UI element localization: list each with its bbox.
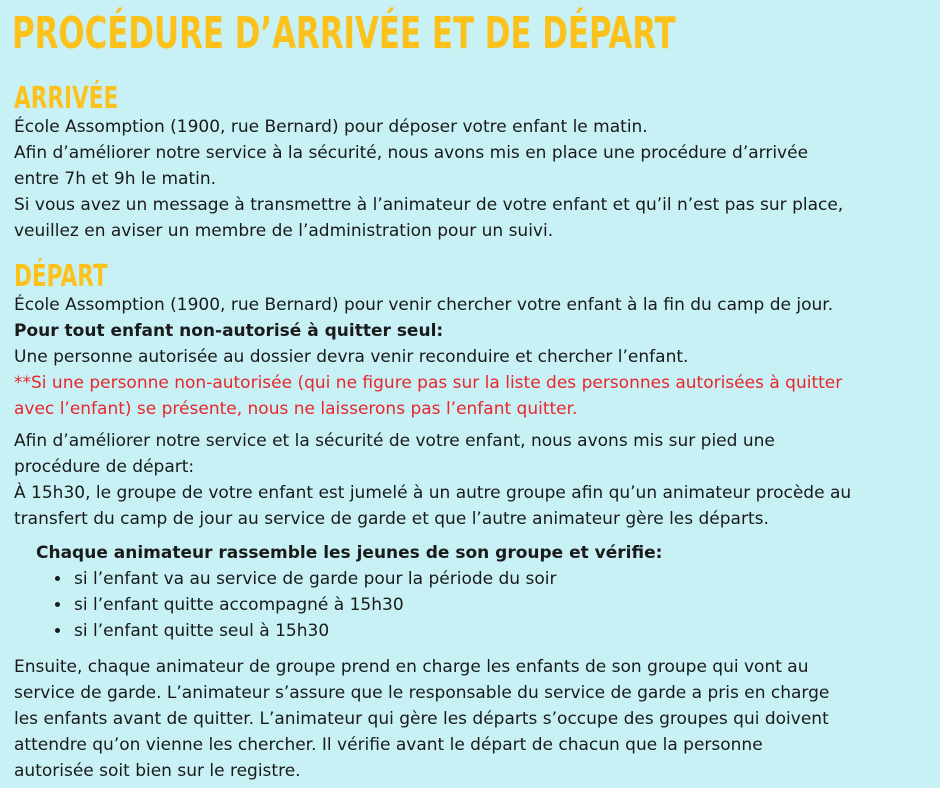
list-item: • si l’enfant quitte seul à 15h30 [72,618,936,644]
depart-auth-line: Une personne autorisée au dossier devra venir reconduire et chercher l’enfant. [14,347,689,367]
depart-warning: **Si une personne non-autorisée (qui ne figure pas sur la liste des personnes autorisées à quitter [14,373,843,393]
arrivee-line: École Assomption (1900, rue Bernard) pour déposer votre enfant le matin. [14,117,648,137]
arrivee-heading: ARRIVÉE [14,81,119,116]
page-title: PROCÉDURE D’ARRIVÉE ET DE DÉPART [12,8,676,59]
arrivee-line: Si vous avez un message à transmettre à l’animateur de votre enfant et qu’il n’est pas sur place, [14,195,844,215]
final-line: autorisée soit bien sur le registre. [14,761,301,781]
spacer [14,644,936,654]
arrivee-line: entre 7h et 9h le matin. [14,169,217,189]
final-line: Ensuite, chaque animateur de groupe prend en charge les enfants de son groupe qui vont au [14,657,809,677]
arrivee-line: Afin d’améliorer notre service à la sécurité, nous avons mis en place une procédure d’arrivée [14,143,809,163]
depart-warning: avec l’enfant) se présente, nous ne laisserons pas l’enfant quitter. [14,399,578,419]
arrivee-line: veuillez en aviser un membre de l’administration pour un suivi. [14,221,554,241]
final-line: attendre qu’on vienne les chercher. Il vérifie avant le départ de chacun que la personne [14,735,763,755]
depart-bold-line: Pour tout enfant non-autorisé à quitter seul: [14,321,444,341]
check-heading: Chaque animateur rassemble les jeunes de son groupe et vérifie: [36,543,663,563]
list-item: • si l’enfant quitte accompagné à 15h30 [72,592,936,618]
list-item: • si l’enfant va au service de garde pour la période du soir [72,566,936,592]
arrivee-section [14,81,934,244]
depart-paragraph: procédure de départ: [14,457,195,477]
depart-intro: École Assomption (1900, rue Bernard) pour venir chercher votre enfant à la fin du camp de jour. [14,295,834,315]
depart-heading: DÉPART [14,259,108,294]
check-list [14,566,936,644]
depart-paragraph: Afin d’améliorer notre service et la sécurité de votre enfant, nous avons mis sur pied une [14,431,775,451]
depart-paragraph: À 15h30, le groupe de votre enfant est jumelé à un autre groupe afin qu’un animateur procède au [14,483,852,503]
final-line: service de garde. L’animateur s’assure que le responsable du service de garde a pris en charge [14,683,830,703]
depart-section [14,259,936,784]
final-line: les enfants avant de quitter. L’animateur qui gère les départs s’occupe des groupes qui doivent [14,709,829,729]
depart-paragraph: transfert du camp de jour au service de garde et que l’autre animateur gère les départs. [14,509,769,529]
